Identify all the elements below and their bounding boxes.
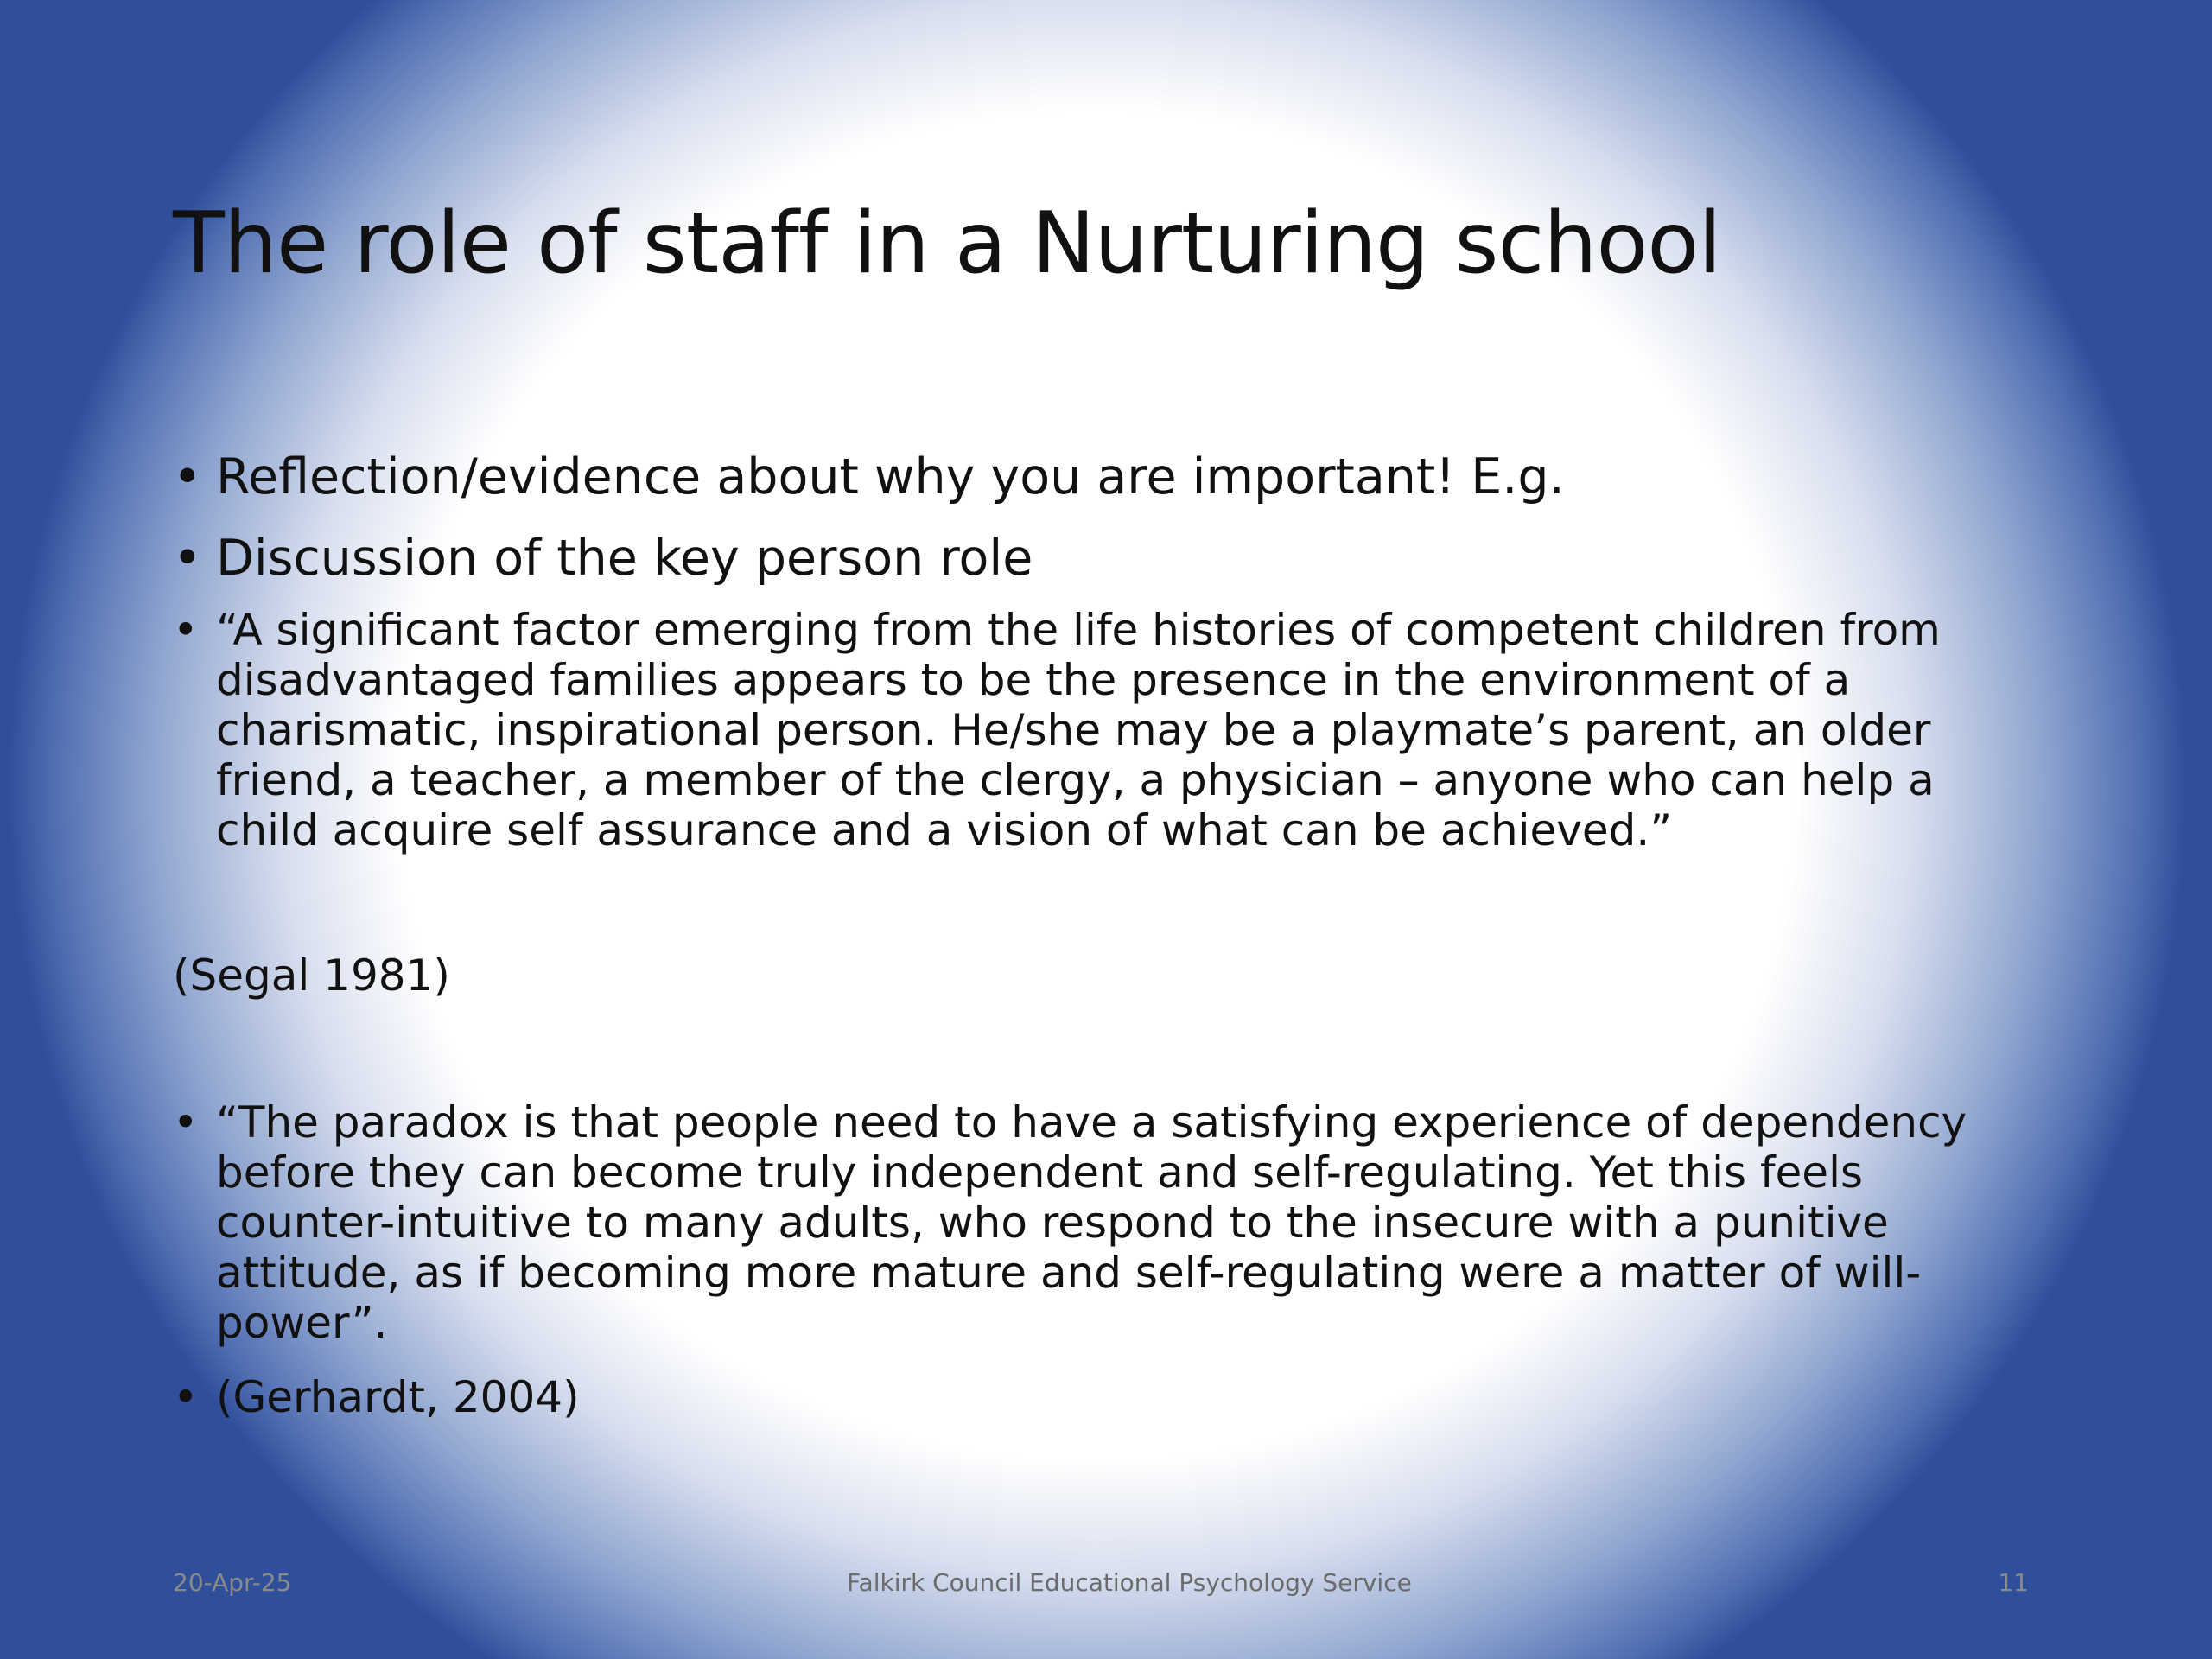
slide-body xyxy=(173,442,2031,1422)
citation-text: (Gerhardt, 2004) xyxy=(216,1372,580,1422)
bullet-item xyxy=(173,442,2031,512)
quote-bullet xyxy=(173,605,2031,855)
quote-text: “The paradox is that people need to have a satisfying experience of dependency before they can become truly independent and self-regulating. Yet this feels counter-intuitive to many adults, who respond to the insecure with a punitive attitude, as if becoming more mature and self-regulating were a matter of will-power”. xyxy=(216,1097,1967,1348)
quote-bullet xyxy=(173,1097,2031,1348)
bullet-text: Discussion of the key person role xyxy=(216,530,1033,587)
citation-bullet xyxy=(173,1372,2031,1422)
footer-page-number: 11 xyxy=(1998,1568,2029,1597)
footer-date: 20-Apr-25 xyxy=(173,1568,292,1597)
bullet-marker: • xyxy=(173,1372,199,1422)
bullet-text: Reflection/evidence about why you are important! E.g. xyxy=(216,448,1565,505)
bullet-item xyxy=(173,524,2031,593)
bullet-marker: • xyxy=(173,448,202,505)
bullet-marker: • xyxy=(173,605,199,655)
slide-title: The role of staff in a Nurturing school xyxy=(173,194,1721,293)
bullet-marker: • xyxy=(173,1097,199,1147)
quote-text: “A significant factor emerging from the life histories of competent children from disadvantaged families appears to be the presence in the environment of a charismatic, inspirational person. He/she may be a playmate’s parent, an older friend, a teacher, a member of the clergy, a physician – anyone who can help a child acquire self assurance and a vision of what can be achieved.” xyxy=(216,605,1941,855)
footer-organisation: Falkirk Council Educational Psychology Service xyxy=(847,1568,1412,1597)
citation-segal: (Segal 1981) xyxy=(173,950,450,1001)
bullet-marker: • xyxy=(173,530,202,587)
